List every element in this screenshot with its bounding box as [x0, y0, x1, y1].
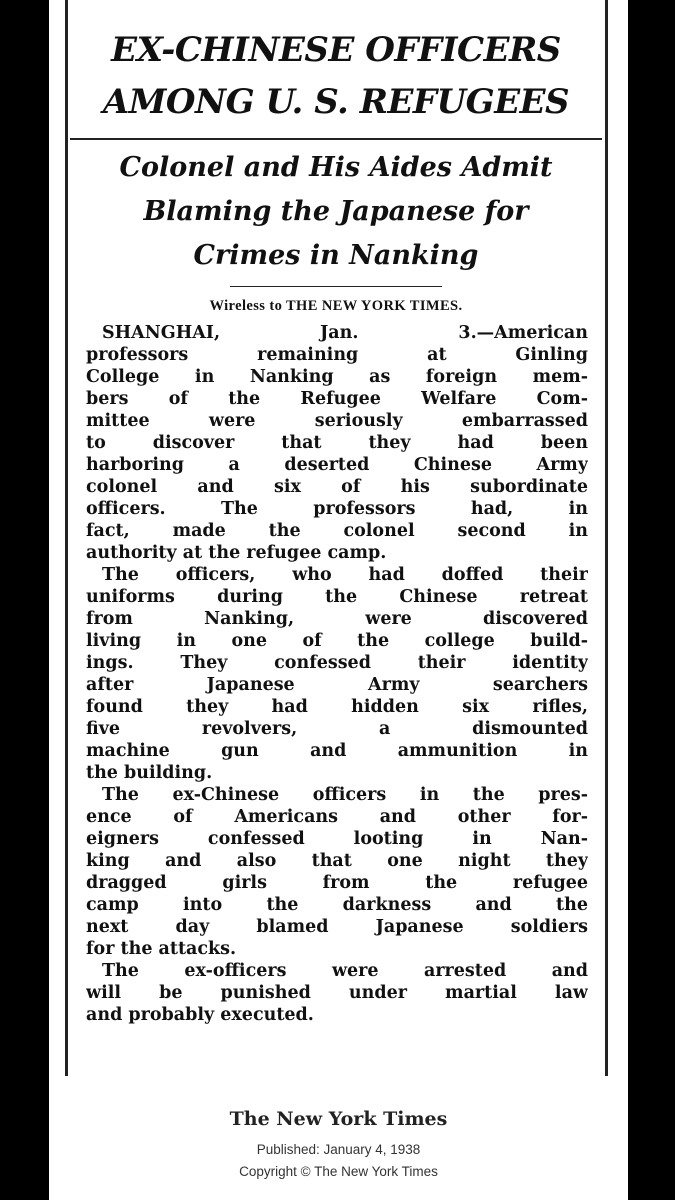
article-line: harboring a deserted Chinese Army	[86, 455, 588, 475]
headline-line-2: AMONG U. S. REFUGEES	[102, 82, 570, 122]
subhead-line-3: Crimes in Nanking	[193, 240, 479, 271]
right-column-rule	[605, 0, 608, 1076]
left-column-rule	[65, 0, 68, 1076]
article-line: dragged girls from the refugee	[86, 873, 588, 893]
article-line: from Nanking, were discovered	[86, 609, 588, 629]
article-line: SHANGHAI, Jan. 3.—American	[102, 323, 588, 343]
article-line: will be punished under martial law	[86, 983, 588, 1003]
article-line: The ex-officers were arrested and	[102, 961, 588, 981]
article-line: fact, made the colonel second in	[86, 521, 588, 541]
headline-divider	[70, 138, 602, 140]
article-line: machine gun and ammunition in	[86, 741, 588, 761]
article-line: College in Nanking as foreign mem-	[86, 367, 588, 387]
article-line: professors remaining at Ginling	[86, 345, 588, 365]
article-line: The officers, who had doffed their	[102, 565, 588, 585]
article-line: uniforms during the Chinese retreat	[86, 587, 588, 607]
published-date: Published: January 4, 1938	[256, 1142, 421, 1157]
nyt-logo: The New York Times	[229, 1108, 448, 1130]
subhead-line-2: Blaming the Japanese for	[143, 196, 529, 227]
article-line: to discover that they had been	[86, 433, 588, 453]
article-line: the building.	[86, 763, 213, 783]
article-line: eigners confessed looting in Nan-	[86, 829, 588, 849]
article-line: next day blamed Japanese soldiers	[86, 917, 588, 937]
wireless-credit: Wireless to THE NEW YORK TIMES.	[209, 298, 463, 314]
article-line: king and also that one night they	[86, 851, 588, 871]
article-line: mittee were seriously embarrassed	[86, 411, 588, 431]
article-line: The ex-Chinese officers in the pres-	[102, 785, 588, 805]
article-line: ings. They confessed their identity	[86, 653, 588, 673]
article-line: found they had hidden six rifles,	[86, 697, 588, 717]
article-line: living in one of the college build-	[86, 631, 588, 651]
subhead-line-1: Colonel and His Aides Admit	[119, 152, 553, 183]
article-line: officers. The professors had, in	[86, 499, 588, 519]
copyright-notice: Copyright © The New York Times	[239, 1164, 438, 1179]
article-line: for the attacks.	[86, 939, 237, 959]
article-line: five revolvers, a dismounted	[86, 719, 588, 739]
article-line: authority at the refugee camp.	[86, 543, 387, 563]
article-line: bers of the Refugee Welfare Com-	[86, 389, 588, 409]
article-line: and probably executed.	[86, 1005, 314, 1025]
article-line: after Japanese Army searchers	[86, 675, 588, 695]
headline-line-1: EX-CHINESE OFFICERS	[111, 30, 561, 70]
article-line: colonel and six of his subordinate	[86, 477, 588, 497]
subhead-divider	[230, 286, 442, 287]
article-line: ence of Americans and other for-	[86, 807, 588, 827]
article-line: camp into the darkness and the	[86, 895, 588, 915]
